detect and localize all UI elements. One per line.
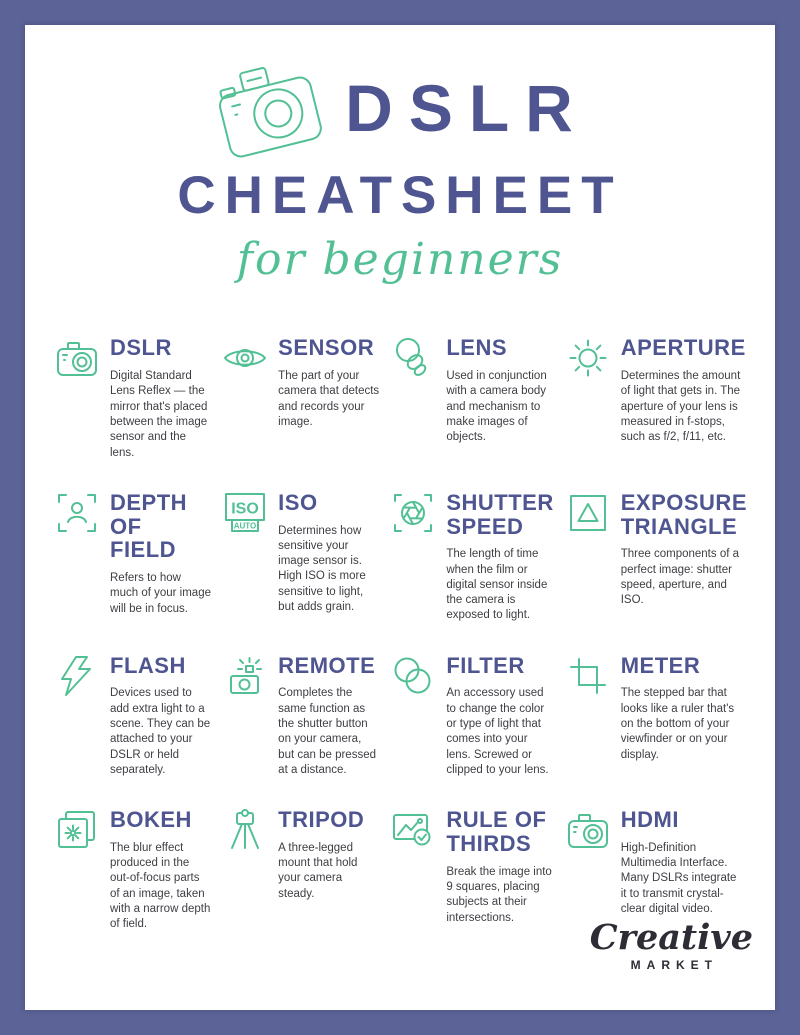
term-description: Digital Standard Lens Reflex — the mirror that's placed between the image sensor and the lens.: [110, 370, 208, 459]
term-description: Break the image into 9 squares, placing subjects at their intersections.: [446, 865, 552, 924]
term-title: FILTER: [446, 652, 525, 678]
term-exposure-triangle: [566, 491, 747, 624]
header: [25, 53, 775, 284]
term-sensor: [223, 336, 379, 460]
term-dslr: [55, 336, 211, 460]
term-title: HDMI: [620, 807, 679, 833]
svg-text:AUTO: AUTO: [233, 521, 257, 531]
bokeh-photos-icon: [55, 808, 99, 852]
exposure-triangle-icon: [566, 491, 610, 535]
term-shutter-speed: [391, 491, 553, 624]
term-title: SHUTTER SPEED: [446, 489, 554, 539]
term-title: LENS: [446, 335, 508, 361]
lens-icon: [391, 336, 435, 380]
term-title: REMOTE: [278, 652, 376, 678]
term-description: Devices used to add extra light to a scene. They can be attached to your DSLR or held separately.: [110, 687, 211, 776]
term-title: SENSOR: [278, 335, 375, 361]
term-description: Completes the same function as the shutter button on your camera, but can be pressed at a distance.: [278, 687, 376, 776]
rule-of-thirds-icon: [391, 808, 435, 852]
term-flash: [55, 654, 211, 778]
term-description: Determines how sensitive your image sensor is. High ISO is more sensitive to light, but adds grain.: [278, 524, 366, 613]
iso-auto-icon: [223, 491, 267, 535]
hdmi-camera-icon: [566, 808, 610, 852]
term-meter: [566, 654, 747, 778]
crop-meter-icon: [566, 654, 610, 698]
term-title: RULE OF THIRDS: [446, 807, 547, 856]
page-title: DSLR: [345, 71, 589, 145]
term-title: DSLR: [110, 335, 172, 361]
terms-grid: [55, 336, 747, 932]
creative-market-logo: [589, 917, 753, 972]
term-hdmi: [566, 808, 747, 932]
term-description: A three-legged mount that hold your camera steady.: [278, 841, 358, 900]
term-description: The blur effect produced in the out-of-focus parts of an image, taken with a narrow depth of field.: [110, 841, 211, 931]
term-iso: [223, 491, 379, 624]
filter-circles-icon: [391, 654, 435, 698]
camera-icon: [55, 336, 99, 380]
logo-caps-text: MARKET: [630, 958, 718, 972]
shutter-blades-icon: [391, 491, 435, 535]
page-subtitle: CHEATSHEET: [177, 166, 623, 225]
term-title: ISO: [278, 489, 318, 515]
eye-icon: [223, 336, 267, 380]
term-lens: [391, 336, 553, 460]
tripod-icon: [223, 808, 267, 852]
term-depth-of-field: [55, 491, 211, 624]
logo-script-text: Creative: [589, 917, 753, 958]
cheatsheet-page: [25, 25, 775, 1010]
remote-icon: [223, 654, 267, 698]
term-title: FLASH: [110, 652, 186, 678]
term-description: Refers to how much of your image will be in focus.: [110, 572, 211, 615]
term-filter: [391, 654, 553, 778]
page-tagline: for beginners: [236, 234, 564, 285]
term-description: Determines the amount of light that gets in. The aperture of your lens is measured in f-stops, such as f/2, f/11, etc.: [620, 370, 741, 444]
term-title: TRIPOD: [278, 807, 365, 833]
term-description: The stepped bar that looks like a ruler that's on the bottom of your viewfinder or on your display.: [620, 687, 735, 761]
term-description: The part of your camera that detects and records your image.: [278, 370, 380, 428]
aperture-sun-icon: [566, 336, 610, 380]
term-title: APERTURE: [620, 335, 746, 361]
term-tripod: [223, 808, 379, 932]
term-title: BOKEH: [110, 807, 192, 833]
svg-text:ISO: ISO: [231, 500, 259, 518]
focus-person-icon: [55, 491, 99, 535]
term-description: Three components of a perfect image: shutter speed, aperture, and ISO.: [620, 548, 739, 607]
term-description: Used in conjunction with a camera body and mechanism to make images of objects.: [446, 370, 547, 444]
lightning-bolt-icon: [55, 654, 99, 698]
term-aperture: [566, 336, 747, 460]
term-description: High-Definition Multimedia Interface. Many DSLRs integrate it to transmit crystal-clear digital video.: [620, 841, 737, 916]
term-title: EXPOSURE TRIANGLE: [620, 489, 747, 539]
term-bokeh: [55, 808, 211, 932]
term-title: DEPTH OF FIELD: [110, 489, 188, 563]
term-rule-of-thirds: [391, 808, 553, 932]
term-description: The length of time when the film or digital sensor inside the camera is exposed to light.: [446, 548, 548, 622]
term-remote: [223, 654, 379, 778]
term-title: METER: [620, 652, 701, 678]
camera-logo-icon: [211, 53, 333, 163]
term-description: An accessory used to change the color or type of light that comes into your lens. Screwed or clipped to your lens.: [446, 687, 549, 776]
